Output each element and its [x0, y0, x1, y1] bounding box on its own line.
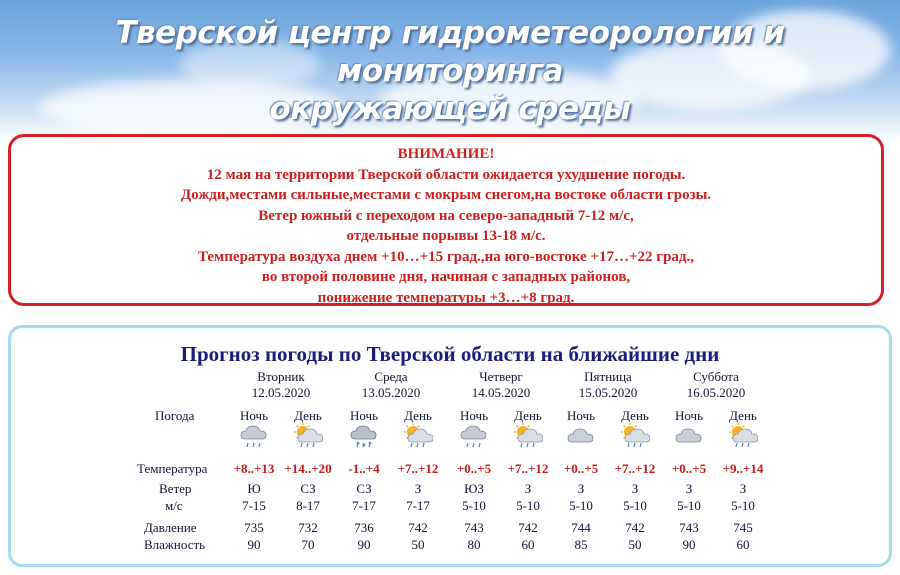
pressure-value: 742	[518, 520, 538, 535]
wind-speed: 5-10	[462, 498, 486, 513]
wind-direction: ЮЗ	[464, 481, 484, 496]
warning-heading: ВНИМАНИЕ!	[397, 146, 495, 162]
warning-line: Дожди,местами сильные,местами с мокрым снегом,на востоке области грозы.	[180, 187, 712, 203]
pressure-value: 743	[679, 520, 699, 535]
pressure-value: 735	[244, 520, 264, 535]
sun-cloud-rain-icon	[728, 423, 758, 449]
day-name: Четверг	[479, 369, 523, 384]
cloudy-rain-icon	[459, 423, 489, 449]
wind-direction: З	[577, 481, 585, 496]
wind-direction: Ю	[247, 481, 261, 496]
day-label: День	[404, 408, 432, 423]
wind-direction: З	[524, 481, 532, 496]
wind-speed: 8-17	[296, 498, 320, 513]
humidity-value: 90	[247, 537, 261, 552]
temp-value: +0..+5	[563, 461, 599, 476]
weather-row-label: Погода	[155, 408, 195, 423]
cloud-sleet-icon	[349, 423, 379, 449]
pressure-value: 744	[571, 520, 591, 535]
wind-direction: З	[685, 481, 693, 496]
sun-cloud-rain-icon	[293, 423, 323, 449]
wind-direction: З	[414, 481, 422, 496]
temp-value: -1..+4	[348, 461, 380, 476]
page-title	[0, 14, 900, 128]
wind-direction: СЗ	[356, 481, 372, 496]
pressure-value: 732	[298, 520, 318, 535]
day-date: 16.05.2020	[686, 385, 746, 400]
day-name: Вторник	[257, 369, 305, 384]
forecast-panel	[8, 325, 892, 567]
pressure-value: 743	[464, 520, 484, 535]
humidity-value: 70	[301, 537, 315, 552]
day-date: 15.05.2020	[578, 385, 638, 400]
humidity-row-label: Влажность	[144, 537, 206, 552]
humidity-value: 50	[411, 537, 425, 552]
warning-line: во второй половине дня, начиная с западных районов,	[261, 269, 631, 285]
cloudy-icon	[674, 423, 704, 449]
wind-speed: 5-10	[731, 498, 755, 513]
warning-line: отдельные порывы 13-18 м/с.	[346, 228, 546, 244]
humidity-value: 90	[682, 537, 696, 552]
sun-cloud-rain-icon	[620, 423, 650, 449]
temp-value: +7..+12	[397, 461, 439, 476]
warning-line: Ветер южный с переходом на северо-западный 7-12 м/с,	[258, 207, 634, 224]
day-name: Суббота	[693, 369, 739, 384]
warning-line: понижение температуры +3…+8 град.	[317, 289, 575, 306]
humidity-value: 60	[736, 537, 750, 552]
day-date: 14.05.2020	[471, 385, 531, 400]
temp-value: +0..+5	[456, 461, 492, 476]
temp-value: +0..+5	[671, 461, 707, 476]
wind-speed: 5-10	[569, 498, 593, 513]
day-label: День	[729, 408, 757, 423]
cloudy-icon	[566, 423, 596, 449]
day-label: День	[621, 408, 649, 423]
page-title-line2: окружающей среды	[269, 91, 631, 127]
humidity-value: 50	[628, 537, 642, 552]
pressure-value: 742	[625, 520, 645, 535]
temperature-row-label: Температура	[137, 461, 208, 476]
temp-value: +7..+12	[614, 461, 656, 476]
page-title-line1: Тверской центр гидрометеорологии и мониторинга	[115, 15, 785, 89]
night-label: Ночь	[674, 408, 704, 423]
wind-speed: 7-17	[406, 498, 430, 513]
pressure-value: 742	[408, 520, 428, 535]
day-name: Среда	[374, 369, 408, 384]
wind-speed: 5-10	[623, 498, 647, 513]
temp-value: +9..+14	[722, 461, 764, 476]
forecast-title: Прогноз погоды по Тверской области на ближайшие дни	[180, 342, 720, 366]
day-label: День	[294, 408, 322, 423]
day-label: День	[514, 408, 542, 423]
pressure-row-label: Давление	[144, 520, 197, 535]
night-label: Ночь	[349, 408, 379, 423]
day-date: 12.05.2020	[251, 385, 311, 400]
warning-line: Температура воздуха днем +10…+15 град.,на юго-востоке +17…+22 град.,	[197, 248, 695, 265]
wind-direction: З	[631, 481, 639, 496]
sun-cloud-rain-icon	[513, 423, 543, 449]
wind-direction: СЗ	[300, 481, 316, 496]
humidity-value: 90	[357, 537, 371, 552]
wind-row-label: Ветер	[159, 481, 192, 496]
humidity-value: 60	[521, 537, 535, 552]
wind-unit-label: м/с	[165, 498, 183, 513]
wind-direction: З	[739, 481, 747, 496]
humidity-value: 85	[574, 537, 588, 552]
humidity-value: 80	[467, 537, 481, 552]
day-name: Пятница	[584, 369, 632, 384]
night-label: Ночь	[566, 408, 596, 423]
sun-cloud-rain-icon	[403, 423, 433, 449]
warning-line: 12 мая на территории Тверской области ожидается ухудшение погоды.	[206, 166, 686, 183]
wind-speed: 7-15	[242, 498, 266, 513]
night-label: Ночь	[459, 408, 489, 423]
wind-speed: 5-10	[677, 498, 701, 513]
wind-speed: 7-17	[352, 498, 376, 513]
pressure-value: 736	[354, 520, 374, 535]
day-date: 13.05.2020	[361, 385, 421, 400]
weather-warning-box	[8, 134, 884, 306]
cloudy-rain-icon	[239, 423, 269, 449]
temp-value: +14..+20	[284, 461, 332, 476]
temp-value: +7..+12	[507, 461, 549, 476]
wind-speed: 5-10	[516, 498, 540, 513]
temp-value: +8..+13	[233, 461, 275, 476]
night-label: Ночь	[239, 408, 269, 423]
pressure-value: 745	[733, 520, 753, 535]
